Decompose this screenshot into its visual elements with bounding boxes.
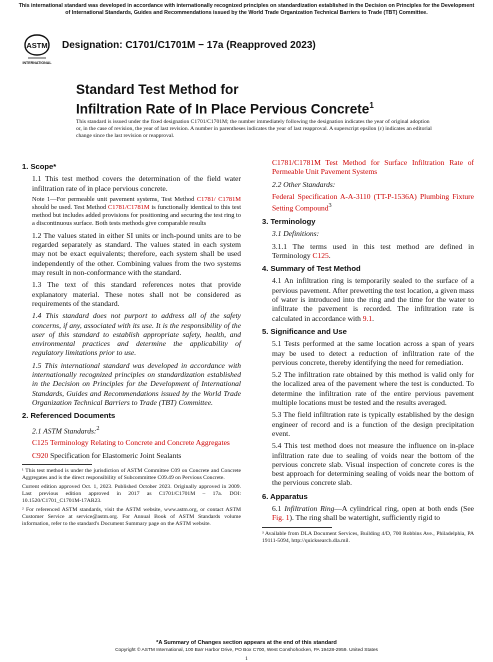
- para-1-1: 1.1 This test method covers the determination of the field water infiltration rate of in place pervious concrete.: [32, 174, 241, 193]
- para-6-1-num: 6.1: [272, 504, 285, 513]
- para-4-1-text: 4.1 An infiltration ring is temporarily sealed to the surface of a pervious pavement. After prewetting the test location, a given mass of water is introduced into the ring and the time for the water to infiltrate the pavement is recorded. The infiltration rate is calculated in accordance with: [272, 276, 474, 323]
- link-c125-terminology[interactable]: C125: [312, 250, 329, 260]
- para-5-3: 5.3 The field infiltration rate is typically established by the design engineer of record and is a function of the design precipitation event.: [272, 410, 474, 438]
- para-3-1-1-text: 3.1.1 The terms used in this test method are defined in Terminology: [272, 241, 474, 260]
- para-5-4: 5.4 This test method does not measure the influence on in-place infiltration rate due to sealing of voids near the bottom of the pervious concrete slab. Visual inspection of concrete cores is the best approach for determining sealing of voids near the bottom of the pervious concrete slab.: [272, 441, 474, 488]
- para-6-1-text-end: ). The ring shall be watertight, sufficiently rigid to: [289, 513, 441, 523]
- para-3-1: 3.1 Definitions:: [272, 229, 320, 239]
- title-line-2: Infiltration Rate of In Place Pervious Concrete: [76, 101, 370, 117]
- c125-title[interactable]: Terminology Relating to Concrete and Concrete Aggregates: [48, 438, 230, 448]
- footnote-divider: [22, 464, 92, 465]
- para-5-1: 5.1 Tests performed at the same location across a span of years may be used to detect a reduction of infiltration rate of the pervious concrete, thereby identifying the need for remediation.: [272, 339, 474, 367]
- title-footnote-marker[interactable]: 1: [369, 101, 374, 110]
- left-column: [22, 158, 241, 530]
- para-4-1: 4.1 An infiltration ring is temporarily sealed to the surface of a pervious pavement. After prewetting the test location, a given mass of water is introduced into the ring and the time for the water to infiltrate the pavement is recorded. The infiltration rate is calculated in accordance with 9.1.: [272, 276, 474, 323]
- ref-c125: [22, 438, 241, 447]
- para-6-1-text: —A cylindrical ring, open at both ends (See: [334, 504, 475, 513]
- document-title: [76, 82, 374, 118]
- logo-wordmark: INTERNATIONAL: [22, 61, 52, 65]
- link-c920[interactable]: C920: [32, 450, 49, 460]
- footnote-3: ³ Available from DLA Document Services, Building 4/D, 700 Robbins Ave., Philadelphia, PA 19111-5094, http://quicksearch.dla.mil.: [262, 530, 474, 544]
- note-1-text-a: Note 1—For permeable unit pavement systems, Test Method: [32, 195, 197, 203]
- para-1-2: 1.2 The values stated in either SI units or inch-pound units are to be regarded separately as standard. The values stated in each system may not be exact equivalents; therefore, each system shall be used independently of the other. Combining values from the two systems may result in non-conformance with the standard.: [32, 230, 241, 278]
- summary-of-changes-note: *A Summary of Changes section appears at the end of this standard: [156, 640, 337, 646]
- copyright-line: Copyright © ASTM International, 100 Barr Harbor Drive, PO Box C700, West Conshohocken, PA 19428-2959. United States: [115, 648, 378, 653]
- para-1-3: 1.3 The text of this standard references notes that provide explanatory material. These notes shall not be considered as requirements of the standard.: [32, 280, 241, 308]
- ref-federal-spec: [262, 192, 474, 213]
- para-2-1: [22, 424, 241, 436]
- link-c1781-b[interactable]: C1781/C1781M: [108, 203, 150, 211]
- para-2-1-text: 2.1 ASTM Standards:: [32, 426, 97, 436]
- footnotes-right: [262, 531, 474, 545]
- section-heading-scope: 1. Scope*: [22, 162, 57, 171]
- footnote-divider-right: [262, 527, 332, 528]
- ref-c920: [22, 451, 241, 460]
- footnotes-left: [22, 468, 241, 528]
- astm-logo-icon: [22, 34, 52, 67]
- federal-spec-title[interactable]: (TT-P-1536A) Plumbing Fixture Setting Compound: [272, 191, 474, 213]
- link-c1781[interactable]: C1781/C1781M: [272, 158, 321, 167]
- title-line-1: Standard Test Method for: [76, 82, 239, 97]
- section-heading-terminology: 3. Terminology: [262, 216, 316, 226]
- link-fig-1[interactable]: Fig. 1: [272, 513, 290, 523]
- para-3-1-1: 3.1.1 The terms used in this test method are defined in Terminology C125.: [272, 241, 474, 260]
- footnote-2-marker[interactable]: 2: [96, 424, 100, 432]
- link-section-9-1[interactable]: 9.1: [362, 313, 373, 323]
- para-2-2: 2.2 Other Standards:: [272, 179, 336, 189]
- footnote-1-edition: Current edition approved Oct. 1, 2023. Published October 2023. Originally approved in 2009. Last previous edition approved in 2017 as C1701/C1701M – 17a. DOI: 10.1520/C1701_C1701M-17AR23.: [22, 483, 241, 504]
- section-heading-significance: 5. Significance and Use: [262, 326, 347, 336]
- link-c1781-a[interactable]: C1781/ C1781M: [196, 195, 241, 203]
- footnote-1: ¹ This test method is under the jurisdiction of ASTM Committee C09 on Concrete and Concrete Aggregates and is the direct responsibility of Subcommittee C09.49 on Pervious Concrete.: [22, 467, 241, 481]
- para-5-2: 5.2 The infiltration rate obtained by this method is valid only for the localized area of the pavement where the test is conducted. To determine the infiltration rate of the entire pervious pavement multiple locations must be tested and the results averaged.: [272, 370, 474, 408]
- c920-title: Specification for Elastomeric Joint Sealants: [48, 450, 182, 460]
- para-1-5: 1.5 This international standard was developed in accordance with internationally recognized principles on standardization established in the Decision on Principles for the Development of International Standards, Guides and Recommendations issued by the World Trade Organization Technical Barriers to Trade (TBT) Committee.: [32, 360, 241, 407]
- note-1-text-b: should be used. Test Method: [32, 203, 109, 211]
- ref-c1781: [262, 158, 474, 177]
- para-6-1-term: Infiltration Ring: [284, 504, 335, 513]
- c1781-title[interactable]: Test Method for Surface Infiltration Rate of Permeable Unit Pavement Systems: [272, 158, 474, 177]
- footnote-3-marker[interactable]: 3: [328, 202, 332, 210]
- footnote-2: ² For referenced ASTM standards, visit the ASTM website, www.astm.org, or contact ASTM Customer Service at service@astm.org. For Annual Book of ASTM Standards volume information, refer to the standard's Document Summary page on the ASTM website.: [22, 506, 241, 527]
- para-6-1: [262, 504, 474, 523]
- right-column: [262, 158, 474, 547]
- page-number: 1: [245, 656, 248, 662]
- para-1-4: 1.4 This standard does not purport to address all of the safety concerns, if any, associated with its use. It is the responsibility of the user of this standard to establish appropriate safety, health, and environmental practices and determine the applicability of regulatory limitations prior to use.: [32, 311, 241, 358]
- section-heading-apparatus: 6. Apparatus: [262, 491, 308, 501]
- svg-text:ASTM: ASTM: [26, 41, 48, 50]
- note-1: [22, 196, 241, 228]
- designation: Designation: C1701/C1701M − 17a (Reapproved 2023): [62, 40, 316, 51]
- section-heading-referenced-documents: 2. Referenced Documents: [22, 411, 116, 421]
- international-standard-notice: This international standard was developed in accordance with internationally recognized principles on standardization established in the Decision on Principles for the Development of International Standards, Guides and Recommendations issued by the World Trade Organization Technical Barriers to Trade (TBT) Committee.: [18, 3, 475, 16]
- link-federal-spec[interactable]: Federal Specification A-A-3110: [272, 191, 371, 201]
- section-heading-summary: 4. Summary of Test Method: [262, 264, 361, 274]
- link-c125[interactable]: C125: [32, 438, 49, 448]
- issuance-statement: This standard is issued under the fixed designation C1701/C1701M; the number immediately following the designation indicates the year of original adoption or, in the case of revision, the year of last revision. A number in parentheses indicates the year of last reapproval. A superscript epsilon (ε) indicates an editorial change since the last revision or reapproval.: [76, 119, 432, 140]
- note-1-text-c: is functionally identical to this test method but includes added provisions for positioning and securing the test ring to a discontinuous surface. Both tests methods give comparable results: [32, 203, 241, 227]
